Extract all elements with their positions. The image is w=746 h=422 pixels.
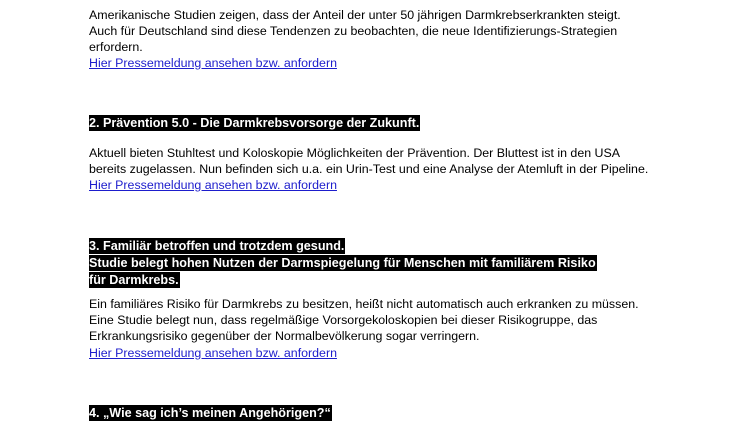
section2-heading [89,115,420,132]
section3-body [89,296,669,344]
section2-body [89,145,669,177]
section3-heading-line: 3. Familiär betroffen und trotzdem gesund. [89,239,345,253]
section3-line: Eine Studie belegt nun, dass regelmäßige Vorsorgekoloskopien bei dieser Risikogruppe, das [89,313,598,327]
section2-press-release-link[interactable]: Hier Pressemeldung ansehen bzw. anfordern [89,178,337,192]
section3-press-release-link[interactable]: Hier Pressemeldung ansehen bzw. anfordern [89,346,337,360]
section1-line: Auch für Deutschland sind diese Tendenzen zu beobachten, die neue Identifizierungs-Strategien [89,24,618,38]
section2-line: bereits zugelassen. Nun befinden sich u.a. ein Urin-Test und eine Analyse der Atemluft in der Pipeline. [89,162,649,176]
section3-heading-line: Studie belegt hohen Nutzen der Darmspiegelung für Menschen mit familiärem Risiko [89,256,596,270]
section2-line: Aktuell bieten Stuhltest und Koloskopie Möglichkeiten der Prävention. Der Bluttest ist in den USA [89,146,621,160]
section1-line: Amerikanische Studien zeigen, dass der Anteil der unter 50 jährigen Darmkrebserkrankten steigt. [89,8,621,22]
section1-line: erfordern. [89,40,143,54]
section4-heading [89,405,332,422]
section3-line: Erkrankungsrisiko gegenüber der Normalbevölkerung sogar verringern. [89,329,480,343]
section1-body [89,7,669,55]
section1-press-release-link[interactable]: Hier Pressemeldung ansehen bzw. anfordern [89,56,337,70]
section3-heading [89,238,597,289]
section2-heading-text: 2. Prävention 5.0 - Die Darmkrebsvorsorge der Zukunft. [89,116,420,130]
section4-heading-text: 4. „Wie sag ich’s meinen Angehörigen?“ [89,406,331,420]
section3-heading-line: für Darmkrebs. [89,273,179,287]
section3-line: Ein familiäres Risiko für Darmkrebs zu besitzen, heißt nicht automatisch auch erkranken zu müssen. [89,297,639,311]
